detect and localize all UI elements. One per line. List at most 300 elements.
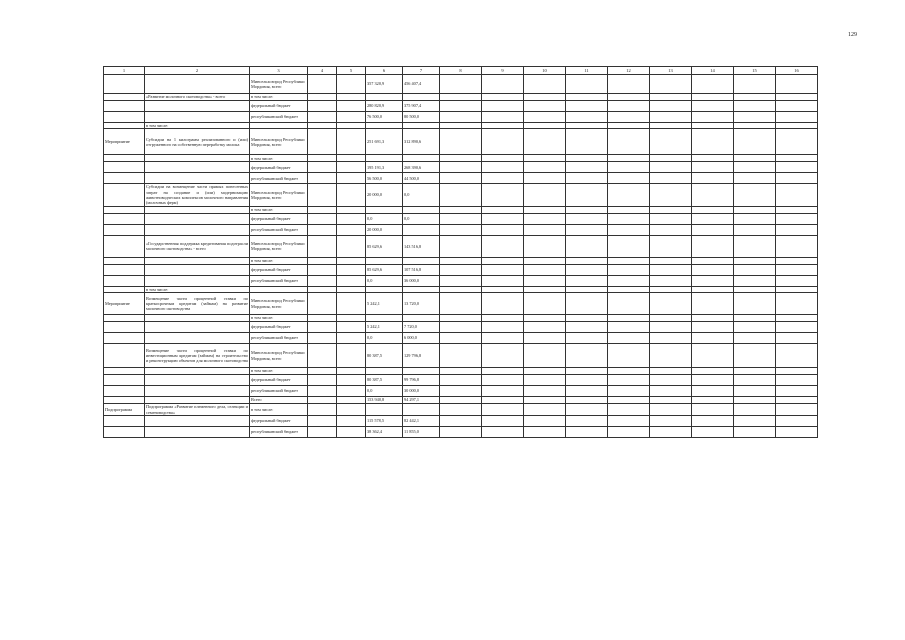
empty-cell <box>482 397 524 404</box>
empty-cell <box>650 375 692 386</box>
empty-cell <box>608 386 650 397</box>
empty-cell <box>308 404 337 416</box>
value-cell-col7: 13 720,0 <box>403 293 440 315</box>
table-row <box>104 426 818 437</box>
value-cell-col7: 80 500,0 <box>403 112 440 123</box>
row-type-cell <box>104 213 145 224</box>
value-cell-col7 <box>403 155 440 162</box>
value-cell-col6 <box>366 94 403 101</box>
empty-cell <box>650 415 692 426</box>
empty-cell <box>482 257 524 264</box>
empty-cell <box>650 75 692 94</box>
empty-cell <box>308 184 337 206</box>
empty-cell <box>734 404 776 416</box>
empty-cell <box>776 322 818 333</box>
empty-cell <box>776 206 818 213</box>
row-title-cell <box>145 426 250 437</box>
table-row <box>104 101 818 112</box>
row-title-cell: Субсидии на возмещение части прямых понесенных затрат на создание и (или) модернизацию животноводческих комплексов молочного направления (молочных ферм) <box>146 184 248 206</box>
empty-cell <box>440 75 482 94</box>
table-row <box>104 94 818 101</box>
empty-cell <box>734 184 776 206</box>
empty-cell <box>337 257 366 264</box>
empty-cell <box>524 173 566 184</box>
col-header: 1 <box>104 67 145 75</box>
row-title-cell <box>145 155 250 162</box>
empty-cell <box>650 368 692 375</box>
empty-cell <box>692 257 734 264</box>
row-source-cell: федеральный бюджет <box>250 264 308 275</box>
empty-cell <box>650 129 692 155</box>
value-cell-col6 <box>366 404 403 416</box>
empty-cell <box>650 293 692 315</box>
empty-cell <box>440 293 482 315</box>
row-title-cell <box>145 162 250 173</box>
empty-cell <box>608 397 650 404</box>
empty-cell <box>566 397 608 404</box>
empty-cell <box>482 206 524 213</box>
empty-cell <box>308 264 337 275</box>
empty-cell <box>608 333 650 344</box>
empty-cell <box>566 112 608 123</box>
empty-cell <box>608 129 650 155</box>
value-cell-col7: 0,0 <box>403 213 440 224</box>
value-cell-col7: 11 855,0 <box>403 426 440 437</box>
empty-cell <box>692 315 734 322</box>
row-type-cell <box>104 397 145 404</box>
empty-cell <box>566 75 608 94</box>
empty-cell <box>440 264 482 275</box>
value-cell-col6: 153 940,8 <box>366 397 403 404</box>
value-cell-col7 <box>403 94 440 101</box>
empty-cell <box>337 94 366 101</box>
row-type-cell <box>104 206 145 213</box>
table-row <box>104 264 818 275</box>
empty-cell <box>440 344 482 368</box>
table-row <box>104 386 818 397</box>
empty-cell <box>524 397 566 404</box>
row-source-cell: федеральный бюджет <box>250 322 308 333</box>
empty-cell <box>650 257 692 264</box>
row-type-cell <box>104 386 145 397</box>
empty-cell <box>566 264 608 275</box>
value-cell-col6: 20 000,0 <box>366 184 403 206</box>
row-type-cell <box>104 184 145 206</box>
empty-cell <box>566 206 608 213</box>
empty-cell <box>692 397 734 404</box>
empty-cell <box>337 426 366 437</box>
empty-cell <box>776 275 818 286</box>
empty-cell <box>692 173 734 184</box>
empty-cell <box>440 397 482 404</box>
empty-cell <box>692 235 734 257</box>
empty-cell <box>524 375 566 386</box>
empty-cell <box>776 235 818 257</box>
empty-cell <box>608 293 650 315</box>
value-cell-col6: 80 387,5 <box>366 344 403 368</box>
empty-cell <box>566 386 608 397</box>
empty-cell <box>440 375 482 386</box>
empty-cell <box>734 101 776 112</box>
value-cell-col6 <box>366 155 403 162</box>
empty-cell <box>440 162 482 173</box>
empty-cell <box>566 275 608 286</box>
empty-cell <box>566 129 608 155</box>
empty-cell <box>692 112 734 123</box>
empty-cell <box>308 333 337 344</box>
row-source-cell: федеральный бюджет <box>250 375 308 386</box>
value-cell-col7 <box>403 368 440 375</box>
empty-cell <box>308 415 337 426</box>
empty-cell <box>308 173 337 184</box>
row-type-cell <box>104 101 145 112</box>
row-source-cell: федеральный бюджет <box>250 415 308 426</box>
col-header: 6 <box>366 67 403 75</box>
empty-cell <box>566 162 608 173</box>
col-header: 16 <box>776 67 818 75</box>
table-row <box>104 162 818 173</box>
empty-cell <box>776 344 818 368</box>
row-type-cell <box>104 257 145 264</box>
empty-cell <box>650 155 692 162</box>
row-source-cell: в том числе: <box>250 94 308 101</box>
empty-cell <box>482 368 524 375</box>
empty-cell <box>337 293 366 315</box>
empty-cell <box>524 184 566 206</box>
value-cell-col6 <box>366 257 403 264</box>
empty-cell <box>337 415 366 426</box>
empty-cell <box>482 386 524 397</box>
value-cell-col6: 357 320,9 <box>366 75 403 94</box>
col-header: 2 <box>145 67 250 75</box>
empty-cell <box>692 404 734 416</box>
empty-cell <box>608 257 650 264</box>
empty-cell <box>524 129 566 155</box>
empty-cell <box>608 426 650 437</box>
value-cell-col7: 143 516,8 <box>403 235 440 257</box>
empty-cell <box>524 322 566 333</box>
empty-cell <box>734 344 776 368</box>
empty-cell <box>734 315 776 322</box>
empty-cell <box>692 333 734 344</box>
value-cell-col7: 456 407,4 <box>403 75 440 94</box>
empty-cell <box>734 275 776 286</box>
empty-cell <box>566 155 608 162</box>
row-source-cell: в том числе: <box>250 257 308 264</box>
empty-cell <box>524 155 566 162</box>
empty-cell <box>566 322 608 333</box>
empty-cell <box>308 112 337 123</box>
value-cell-col6: 80 387,5 <box>366 375 403 386</box>
empty-cell <box>650 235 692 257</box>
empty-cell <box>337 101 366 112</box>
row-title-cell <box>145 375 250 386</box>
empty-cell <box>482 333 524 344</box>
table-row <box>104 344 818 368</box>
value-cell-col7 <box>403 224 440 235</box>
value-cell-col7: 36 000,0 <box>403 275 440 286</box>
row-source-cell: республиканский бюджет <box>250 426 308 437</box>
row-title-cell: «Государственная поддержка кредитования подотрасли молочного скотоводства» - всего <box>145 235 250 257</box>
row-type-cell <box>104 112 145 123</box>
empty-cell <box>337 129 366 155</box>
table-row <box>104 206 818 213</box>
empty-cell <box>308 101 337 112</box>
empty-cell <box>734 213 776 224</box>
empty-cell <box>734 235 776 257</box>
row-title-cell: «Развитие молочного скотоводства» - всего <box>145 94 250 101</box>
row-title-cell <box>145 112 250 123</box>
row-source-cell: республиканский бюджет <box>250 224 308 235</box>
table-row <box>104 404 818 416</box>
empty-cell <box>776 415 818 426</box>
empty-cell <box>308 155 337 162</box>
empty-cell <box>650 173 692 184</box>
row-title-cell: в том числе: <box>145 123 250 129</box>
row-type-cell <box>104 162 145 173</box>
empty-cell <box>440 206 482 213</box>
empty-cell <box>524 213 566 224</box>
empty-cell <box>776 293 818 315</box>
row-title-cell: Возмещение части процентной ставки по краткосрочным кредитам (займам) на развитие молочного скотоводства <box>145 293 250 315</box>
row-title-cell <box>145 224 250 235</box>
empty-cell <box>308 344 337 368</box>
empty-cell <box>308 368 337 375</box>
empty-cell <box>440 415 482 426</box>
empty-cell <box>734 368 776 375</box>
value-cell-col6: 0,0 <box>366 213 403 224</box>
value-cell-col6: 56 500,0 <box>366 173 403 184</box>
empty-cell <box>440 129 482 155</box>
empty-cell <box>608 173 650 184</box>
empty-cell <box>482 129 524 155</box>
empty-cell <box>482 101 524 112</box>
empty-cell <box>337 112 366 123</box>
empty-cell <box>608 206 650 213</box>
empty-cell <box>608 404 650 416</box>
empty-cell <box>440 333 482 344</box>
row-title-cell <box>145 213 250 224</box>
table-row <box>104 275 818 286</box>
row-source-cell: в том числе: <box>250 155 308 162</box>
row-source-cell: федеральный бюджет <box>250 162 308 173</box>
empty-cell <box>337 322 366 333</box>
empty-cell <box>482 224 524 235</box>
empty-cell <box>650 94 692 101</box>
empty-cell <box>308 94 337 101</box>
value-cell-col7: 30 000,0 <box>403 386 440 397</box>
value-cell-col7: 82 442,1 <box>403 415 440 426</box>
empty-cell <box>440 224 482 235</box>
col-header: 14 <box>692 67 734 75</box>
row-type-cell <box>104 94 145 101</box>
empty-cell <box>608 213 650 224</box>
empty-cell <box>734 162 776 173</box>
column-number-row <box>104 67 818 75</box>
row-type-cell <box>104 173 145 184</box>
empty-cell <box>482 293 524 315</box>
empty-cell <box>650 397 692 404</box>
value-cell-col7 <box>403 315 440 322</box>
empty-cell <box>308 206 337 213</box>
row-title-cell <box>145 333 250 344</box>
empty-cell <box>692 94 734 101</box>
row-source-cell: республиканский бюджет <box>250 173 308 184</box>
empty-cell <box>482 155 524 162</box>
value-cell-col6: 20 000,0 <box>366 224 403 235</box>
empty-cell <box>440 112 482 123</box>
empty-cell <box>308 315 337 322</box>
empty-cell <box>776 397 818 404</box>
empty-cell <box>608 322 650 333</box>
page-number: 129 <box>848 32 857 38</box>
value-cell-col7: 375 907,4 <box>403 101 440 112</box>
empty-cell <box>337 315 366 322</box>
row-title-cell <box>145 275 250 286</box>
empty-cell <box>692 162 734 173</box>
empty-cell <box>308 162 337 173</box>
empty-cell <box>524 426 566 437</box>
empty-cell <box>650 112 692 123</box>
row-type-cell <box>104 322 145 333</box>
empty-cell <box>650 386 692 397</box>
row-title-cell: Субсидии на 1 килограмм реализованного и (или) отгруженного на собственную переработку молока <box>145 129 250 155</box>
row-source-cell: Минсельхозпрод Республики Мордовия, всего <box>250 184 308 206</box>
empty-cell <box>650 213 692 224</box>
empty-cell <box>337 344 366 368</box>
empty-cell <box>337 224 366 235</box>
empty-cell <box>692 386 734 397</box>
empty-cell <box>734 206 776 213</box>
empty-cell <box>608 94 650 101</box>
empty-cell <box>482 404 524 416</box>
budget-table <box>103 66 818 438</box>
empty-cell <box>440 322 482 333</box>
empty-cell <box>566 333 608 344</box>
row-source-cell: Минсельхозпрод Республики Мордовия, всего <box>250 293 308 315</box>
empty-cell <box>308 275 337 286</box>
empty-cell <box>608 344 650 368</box>
empty-cell <box>734 375 776 386</box>
empty-cell <box>608 415 650 426</box>
empty-cell <box>440 404 482 416</box>
empty-cell <box>608 224 650 235</box>
empty-cell <box>734 386 776 397</box>
row-type-cell <box>104 415 145 426</box>
table-row <box>104 173 818 184</box>
empty-cell <box>734 426 776 437</box>
empty-cell <box>482 264 524 275</box>
empty-cell <box>776 264 818 275</box>
empty-cell <box>440 235 482 257</box>
empty-cell <box>337 206 366 213</box>
row-source-cell: в том числе: <box>250 315 308 322</box>
empty-cell <box>650 275 692 286</box>
row-type-cell <box>104 368 145 375</box>
empty-cell <box>440 275 482 286</box>
empty-cell <box>692 101 734 112</box>
empty-cell <box>308 224 337 235</box>
empty-cell <box>482 344 524 368</box>
empty-cell <box>337 375 366 386</box>
row-type-cell <box>104 275 145 286</box>
value-cell-col7 <box>403 404 440 416</box>
col-header: 7 <box>403 67 440 75</box>
row-title-cell <box>145 315 250 322</box>
value-cell-col6: 38 362,4 <box>366 426 403 437</box>
row-title-cell <box>145 101 250 112</box>
empty-cell <box>337 162 366 173</box>
value-cell-col6: 76 500,0 <box>366 112 403 123</box>
empty-cell <box>524 344 566 368</box>
empty-cell <box>650 162 692 173</box>
empty-cell <box>440 173 482 184</box>
empty-cell <box>524 404 566 416</box>
value-cell-col7: 268 390,6 <box>403 162 440 173</box>
value-cell-col7: 7 720,0 <box>403 322 440 333</box>
row-type-cell <box>104 224 145 235</box>
empty-cell <box>608 155 650 162</box>
empty-cell <box>524 224 566 235</box>
value-cell-col7 <box>403 257 440 264</box>
row-type-cell <box>104 375 145 386</box>
empty-cell <box>608 368 650 375</box>
empty-cell <box>734 129 776 155</box>
empty-cell <box>308 386 337 397</box>
row-title-cell <box>145 173 250 184</box>
empty-cell <box>734 112 776 123</box>
empty-cell <box>566 101 608 112</box>
empty-cell <box>734 293 776 315</box>
row-source-cell: федеральный бюджет <box>250 101 308 112</box>
empty-cell <box>776 94 818 101</box>
empty-cell <box>308 129 337 155</box>
empty-cell <box>776 155 818 162</box>
empty-cell <box>608 112 650 123</box>
empty-cell <box>566 213 608 224</box>
row-title-cell <box>145 206 250 213</box>
table-row <box>104 415 818 426</box>
empty-cell <box>524 206 566 213</box>
empty-cell <box>692 426 734 437</box>
value-cell-col7 <box>403 206 440 213</box>
value-cell-col6: 280 820,9 <box>366 101 403 112</box>
table-body <box>104 75 818 438</box>
empty-cell <box>650 322 692 333</box>
empty-cell <box>608 315 650 322</box>
empty-cell <box>482 162 524 173</box>
row-source-cell: республиканский бюджет <box>250 275 308 286</box>
empty-cell <box>608 235 650 257</box>
empty-cell <box>692 415 734 426</box>
row-type-cell: Подпрограмма <box>104 404 145 416</box>
empty-cell <box>440 368 482 375</box>
empty-cell <box>524 293 566 315</box>
row-type-cell <box>104 426 145 437</box>
empty-cell <box>608 162 650 173</box>
empty-cell <box>337 264 366 275</box>
empty-cell <box>524 368 566 375</box>
empty-cell <box>776 315 818 322</box>
empty-cell <box>776 75 818 94</box>
empty-cell <box>482 235 524 257</box>
empty-cell <box>308 375 337 386</box>
empty-cell <box>566 404 608 416</box>
empty-cell <box>650 404 692 416</box>
empty-cell <box>734 257 776 264</box>
empty-cell <box>440 426 482 437</box>
value-cell-col7: 44 500,0 <box>403 173 440 184</box>
